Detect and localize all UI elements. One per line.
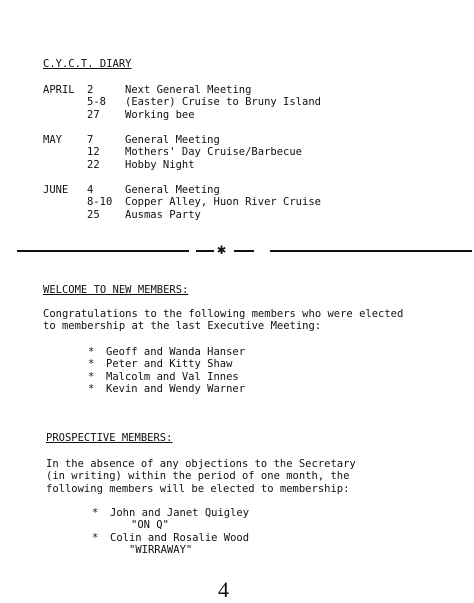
bullet: *: [88, 346, 95, 358]
event-date: 22: [87, 159, 100, 171]
event-date: 2: [87, 84, 94, 96]
prospective-member: John and Janet Quigley: [110, 507, 250, 519]
separator-dash-left: [196, 250, 214, 252]
event-date: 27: [87, 109, 100, 121]
event-name: General Meeting: [125, 134, 220, 146]
boat-name: "WIRRAWAY": [129, 544, 193, 556]
bullet: *: [88, 383, 95, 395]
month-label: MAY: [43, 134, 62, 146]
event-name: Mothers' Day Cruise/Barbecue: [125, 146, 303, 158]
prospective-intro-line: (in writing) within the period of one month, the: [46, 470, 350, 482]
prospective-member: Colin and Rosalie Wood: [110, 532, 250, 544]
bullet: *: [88, 358, 95, 370]
bullet: *: [88, 371, 95, 383]
diary-title: C.Y.C.T. DIARY: [43, 58, 132, 70]
event-date: 5-8: [87, 96, 106, 108]
new-member: Peter and Kitty Shaw: [106, 358, 233, 370]
new-member: Kevin and Wendy Warner: [106, 383, 246, 395]
event-name: Working bee: [125, 109, 195, 121]
event-name: Copper Alley, Huon River Cruise: [125, 196, 321, 208]
bullet: *: [92, 532, 99, 544]
new-member: Geoff and Wanda Hanser: [106, 346, 246, 358]
welcome-intro-line: Congratulations to the following members who were elected: [43, 308, 404, 320]
event-date: 12: [87, 146, 100, 158]
separator-dash-right: [234, 250, 254, 252]
new-member: Malcolm and Val Innes: [106, 371, 239, 383]
welcome-heading: WELCOME TO NEW MEMBERS:: [43, 284, 189, 296]
month-label: JUNE: [43, 184, 69, 196]
event-date: 7: [87, 134, 94, 146]
prospective-heading: PROSPECTIVE MEMBERS:: [46, 432, 173, 444]
asterisk-icon: ✱: [217, 240, 227, 258]
prospective-intro-line: following members will be elected to membership:: [46, 483, 350, 495]
event-name: Hobby Night: [125, 159, 195, 171]
event-name: (Easter) Cruise to Bruny Island: [125, 96, 321, 108]
event-name: Ausmas Party: [125, 209, 201, 221]
event-date: 25: [87, 209, 100, 221]
bullet: *: [92, 507, 99, 519]
month-label: APRIL: [43, 84, 75, 96]
event-date: 8-10: [87, 196, 113, 208]
event-name: Next General Meeting: [125, 84, 252, 96]
separator-line-left: [17, 250, 189, 252]
boat-name: "ON Q": [131, 519, 169, 531]
welcome-intro-line: to membership at the last Executive Meeting:: [43, 320, 322, 332]
event-name: General Meeting: [125, 184, 220, 196]
page-number: 4: [218, 577, 229, 602]
separator-line-right: [270, 250, 472, 252]
event-date: 4: [87, 184, 94, 196]
prospective-intro-line: In the absence of any objections to the Secretary: [46, 458, 356, 470]
